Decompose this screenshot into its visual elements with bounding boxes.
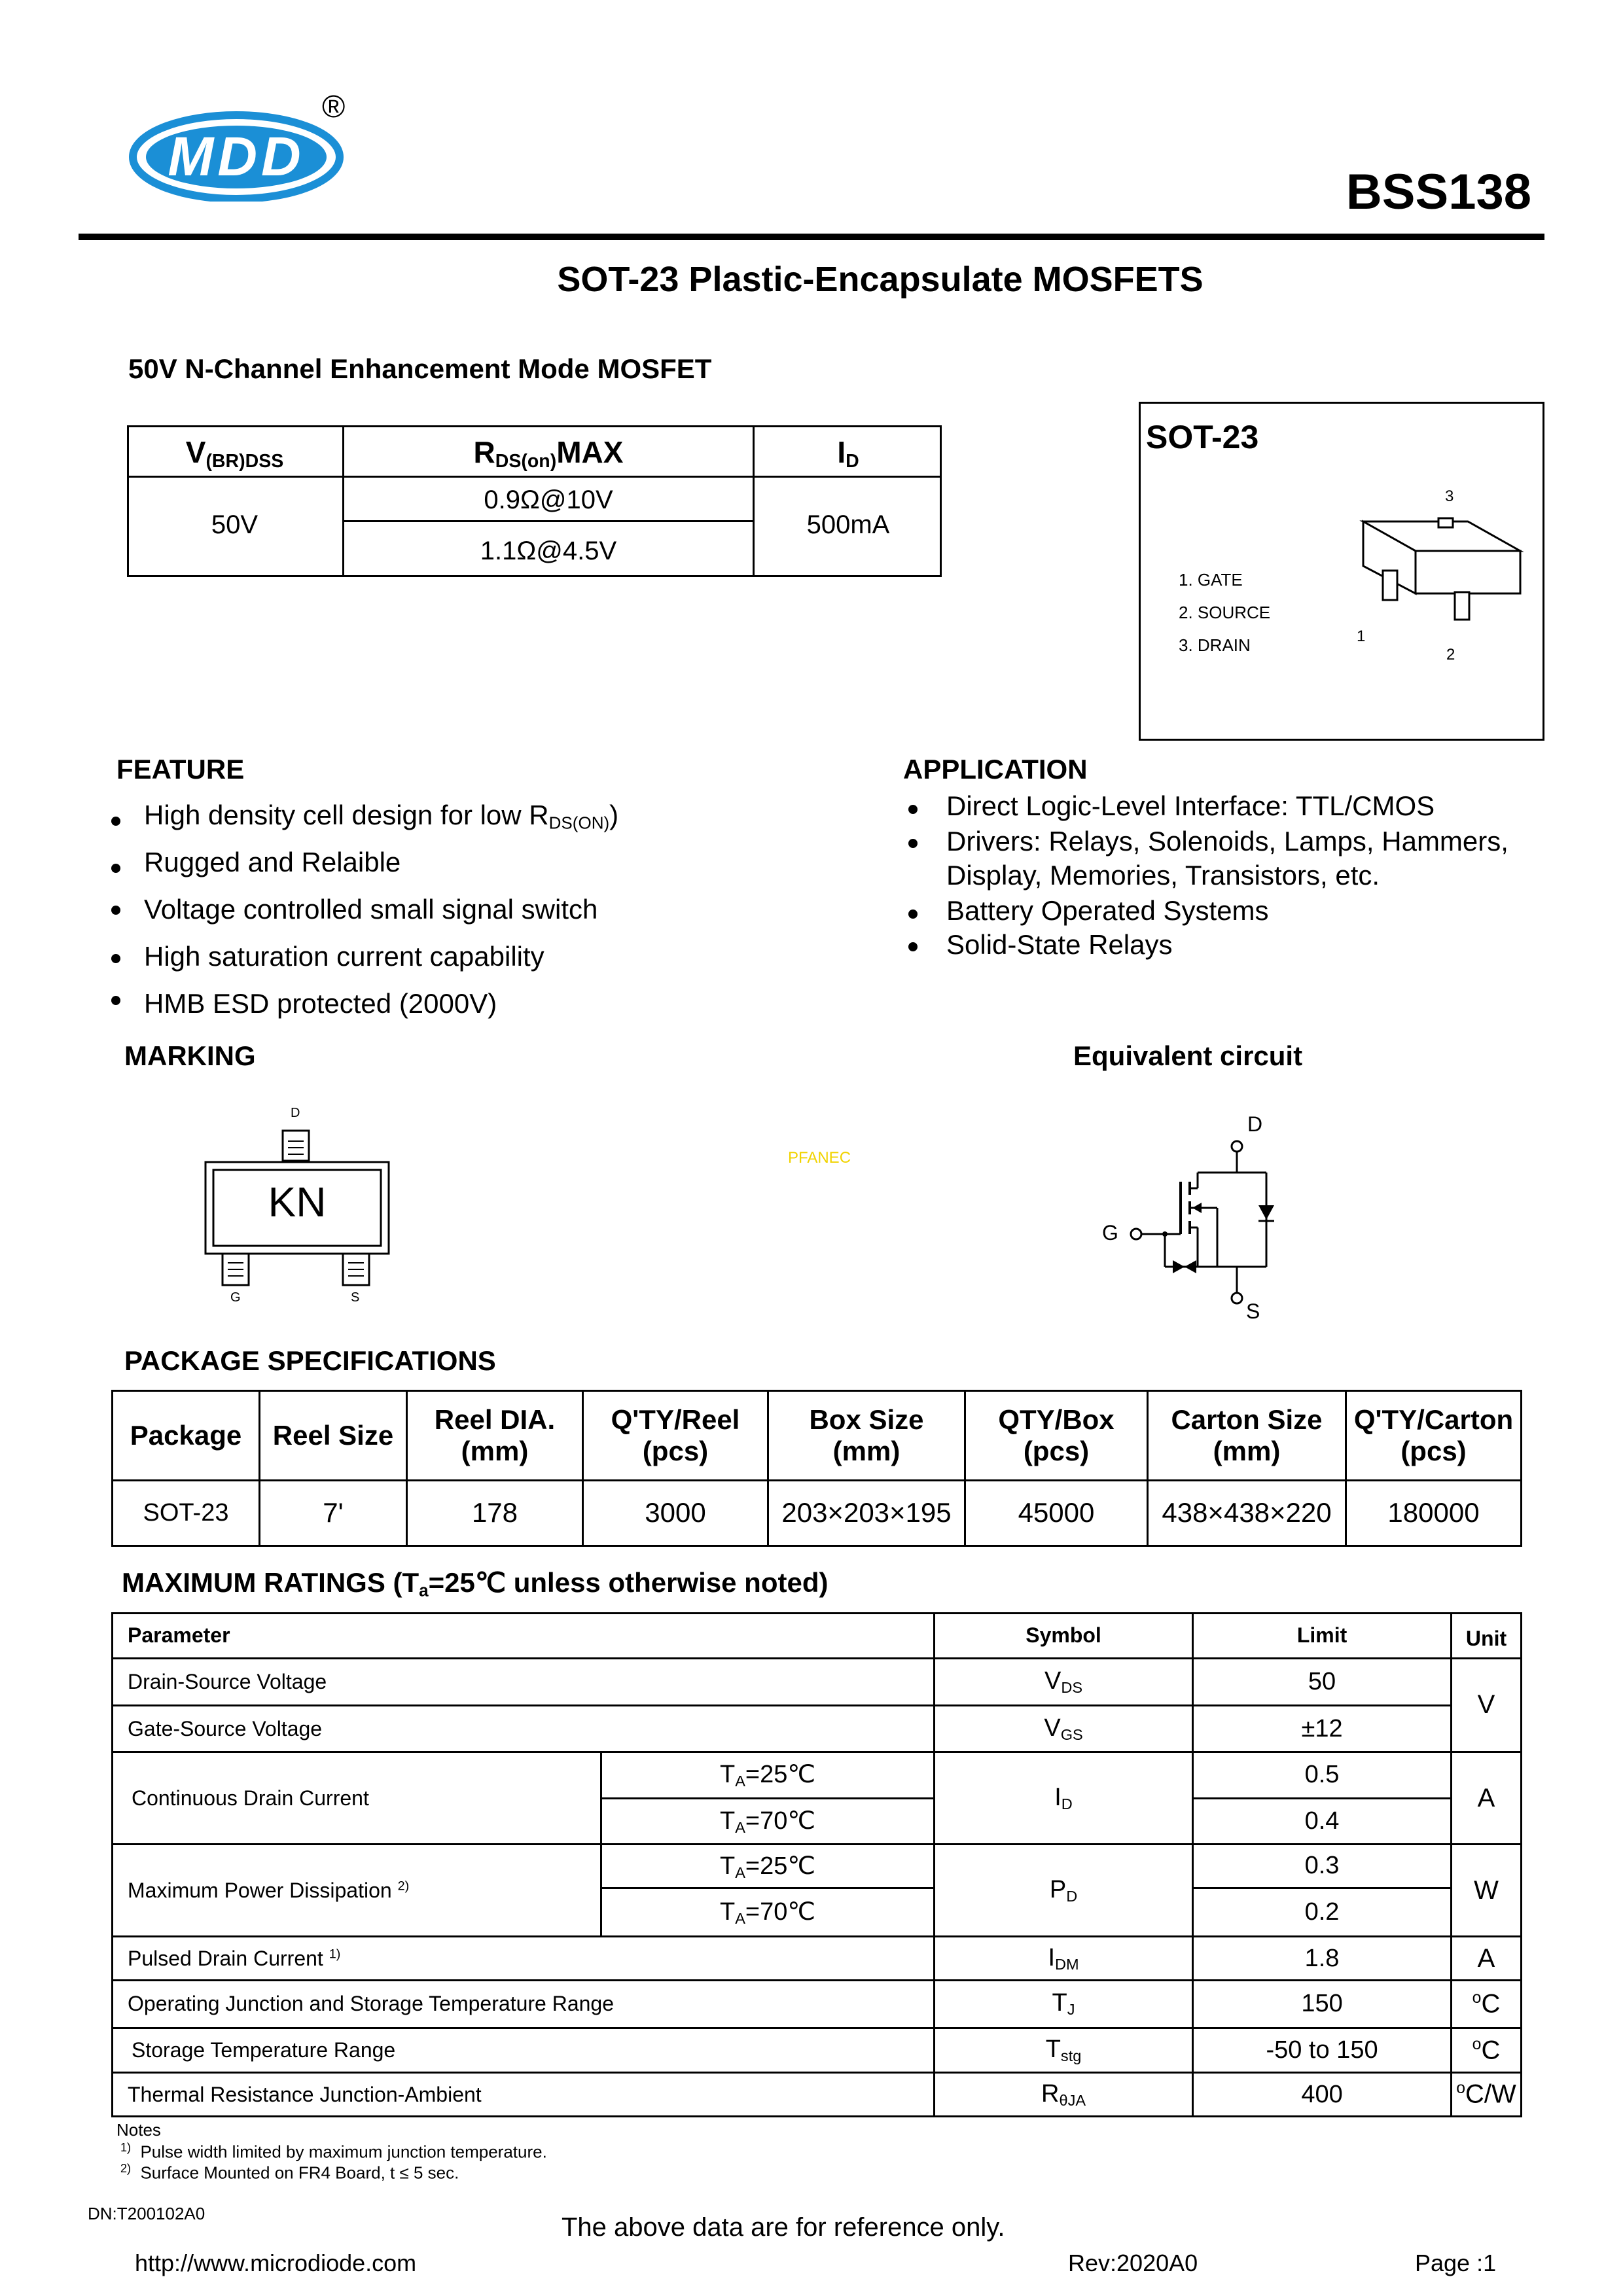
param-idm: Pulsed Drain Current $^{1)}$ [113,1937,935,1981]
pkg-col-qty-carton: Q'TY/Carton (pcs) [1346,1391,1522,1481]
pkg-cell: 45000 [965,1480,1148,1545]
limit-idm: 1.8 [1193,1937,1452,1981]
limit-id-25: 0.5 [1193,1752,1452,1798]
pin-number-3: 3 [1445,487,1454,505]
application-item-2a: Drivers: Relays, Solenoids, Lamps, Hammers, [946,826,1508,857]
pkg-cell: 3000 [583,1480,768,1545]
application-heading: APPLICATION [903,754,1088,785]
limit-vds: 50 [1193,1658,1452,1706]
id-value: 500mA [806,510,890,539]
application-item-1: Direct Logic-Level Interface: TTL/CMOS [946,790,1435,821]
pkg-col-reel-dia: Reel DIA. (mm) [407,1391,583,1481]
cond-ta70: $T_A=70℃$ [601,1888,935,1937]
feature-item-3: Voltage controlled small signal switch [144,894,598,925]
symbol-tstg: $T_{stg}$ [935,2028,1193,2073]
pin-gate-label: 1. GATE [1179,570,1243,590]
param-pd: Maximum Power Dissipation $^{2)}$ [113,1845,601,1937]
symbol-vds: $V_{DS}$ [935,1658,1193,1706]
param-id: Continuous Drain Current [113,1752,601,1844]
application-item-4: Solid-State Relays [946,929,1173,960]
page-number: Page :1 [1415,2250,1497,2276]
col-limit: Limit [1193,1614,1452,1659]
limit-rth: 400 [1193,2073,1452,2117]
unit-id: A [1452,1752,1522,1844]
bullet-icon [111,817,120,826]
logo-text: MDD [168,126,305,187]
marking-pin-d: D [291,1106,300,1120]
feature-item-2: Rugged and Relaible [144,847,401,877]
symbol-tj: $T_J$ [935,1981,1193,2028]
limit-tj: 150 [1193,1981,1452,2028]
unit-tstg: $^o$C [1452,2028,1522,2073]
symbol-rth: $R_{\theta JA}$ [935,2073,1193,2117]
unit-rth: $^o$C/W [1452,2073,1522,2117]
website-link[interactable]: http://www.microdiode.com [135,2250,417,2276]
rdson-value-2: 1.1Ω@4.5V [480,537,617,565]
param-rth: Thermal Resistance Junction-Ambient [113,2073,935,2117]
note-1: $^{1)}$ Pulse width limited by maximum junction temperature. [120,2141,547,2162]
circuit-label-g: G [1102,1221,1118,1245]
company-logo [128,110,344,202]
feature-item-4: High saturation current capability [144,941,544,972]
cond-ta70: $T_A=70℃$ [601,1798,935,1845]
param-vgs: Gate-Source Voltage [113,1706,935,1752]
pkg-cell: 178 [407,1480,583,1545]
package-outline-box [1139,402,1544,741]
note-2: $^{2)}$ Surface Mounted on FR4 Board, t ≤ 5 sec. [120,2162,459,2183]
application-item-3: Battery Operated Systems [946,895,1269,926]
marking-code: KN [268,1178,327,1226]
document-number: DN:T200102A0 [88,2204,205,2223]
circuit-label-d: D [1247,1112,1263,1136]
marking-pin-s: S [351,1290,360,1305]
notes-title: Notes [116,2120,161,2140]
package-spec-table [111,1390,1522,1547]
col-unit: Unit [1452,1614,1522,1659]
bullet-icon [908,839,918,848]
pkg-col-reel-size: Reel Size [260,1391,407,1481]
symbol-vgs: $V_{GS}$ [935,1706,1193,1752]
unit-voltage: V [1452,1658,1522,1752]
unit-idm: A [1452,1937,1522,1981]
header-vbrdss: $V_{(BR)DSS}$ [185,435,284,472]
feature-item-1: High density cell design for low $R_{DS(ON)}$) [144,800,619,833]
summary-table [127,425,942,577]
sot23-package-drawing [1324,482,1533,639]
unit-pd: W [1452,1845,1522,1937]
col-parameter: Parameter [113,1614,935,1659]
bullet-icon [111,864,120,873]
application-item-2b: Display, Memories, Transistors, etc. [946,860,1380,891]
registered-mark: ® [322,90,346,124]
limit-id-70: 0.4 [1193,1798,1452,1845]
limit-pd-70: 0.2 [1193,1888,1452,1937]
part-number: BSS138 [1346,164,1531,220]
max-ratings-table [111,1612,1522,2117]
pin-drain-label: 3. DRAIN [1179,635,1251,655]
page-title: SOT-23 Plastic-Encapsulate MOSFETS [557,260,1204,299]
package-box-title: SOT-23 [1146,419,1259,455]
symbol-pd: $P_D$ [935,1845,1193,1937]
bullet-icon [908,942,918,951]
pkg-cell: 438×438×220 [1148,1480,1346,1545]
marking-pin-g: G [230,1290,241,1305]
equivalent-circuit-diagram [1113,1112,1296,1315]
symbol-idm: $I_{DM}$ [935,1937,1193,1981]
pin-source-label: 2. SOURCE [1179,603,1271,622]
limit-tstg: -50 to 150 [1193,2028,1452,2073]
circuit-heading: Equivalent circuit [1073,1040,1303,1071]
pin-number-2: 2 [1446,646,1455,663]
pkg-col-package: Package [113,1391,260,1481]
symbol-id: $I_D$ [935,1752,1193,1844]
pkg-col-box-size: Box Size (mm) [768,1391,965,1481]
rdson-value-1: 0.9Ω@10V [484,486,613,514]
limit-pd-25: 0.3 [1193,1845,1452,1888]
feature-item-5: HMB ESD protected (2000V) [144,988,497,1019]
header-rule [79,234,1544,240]
param-tstg: Storage Temperature Range [113,2028,935,2073]
pkg-spec-heading: PACKAGE SPECIFICATIONS [124,1345,496,1376]
feature-heading: FEATURE [116,754,245,785]
param-tj: Operating Junction and Storage Temperature Range [113,1981,935,2028]
pkg-cell: 7' [260,1480,407,1545]
param-vds: Drain-Source Voltage [113,1658,935,1706]
cond-ta25: $T_A=25℃$ [601,1752,935,1798]
limit-vgs: ±12 [1193,1706,1452,1752]
circuit-label-s: S [1246,1299,1260,1323]
bullet-icon [111,996,120,1005]
ratings-heading: MAXIMUM RATINGS ($T_a=25℃$ unless otherwise noted) [122,1567,829,1600]
watermark: PFANEC [788,1149,851,1167]
pkg-cell: SOT-23 [113,1480,260,1545]
bullet-icon [111,906,120,915]
pkg-col-qty-box: QTY/Box (pcs) [965,1391,1148,1481]
vbrdss-value: 50V [211,510,259,539]
pkg-col-qty-reel: Q'TY/Reel (pcs) [583,1391,768,1481]
cond-ta25: $T_A=25℃$ [601,1845,935,1888]
revision: Rev:2020A0 [1068,2250,1198,2276]
subtitle: 50V N-Channel Enhancement Mode MOSFET [128,353,712,384]
reference-notice: The above data are for reference only. [562,2213,1005,2242]
bullet-icon [908,910,918,919]
pkg-cell: 180000 [1346,1480,1522,1545]
pkg-col-carton-size: Carton Size (mm) [1148,1391,1346,1481]
header-rdson: $R_{DS(on)}MAX$ [473,435,624,472]
unit-tj: $^o$C [1452,1981,1522,2028]
marking-heading: MARKING [124,1040,256,1071]
pin-number-1: 1 [1357,627,1366,645]
bullet-icon [908,805,918,814]
bullet-icon [111,954,120,963]
pkg-cell: 203×203×195 [768,1480,965,1545]
col-symbol: Symbol [935,1614,1193,1659]
header-id: $I_D$ [837,435,859,472]
